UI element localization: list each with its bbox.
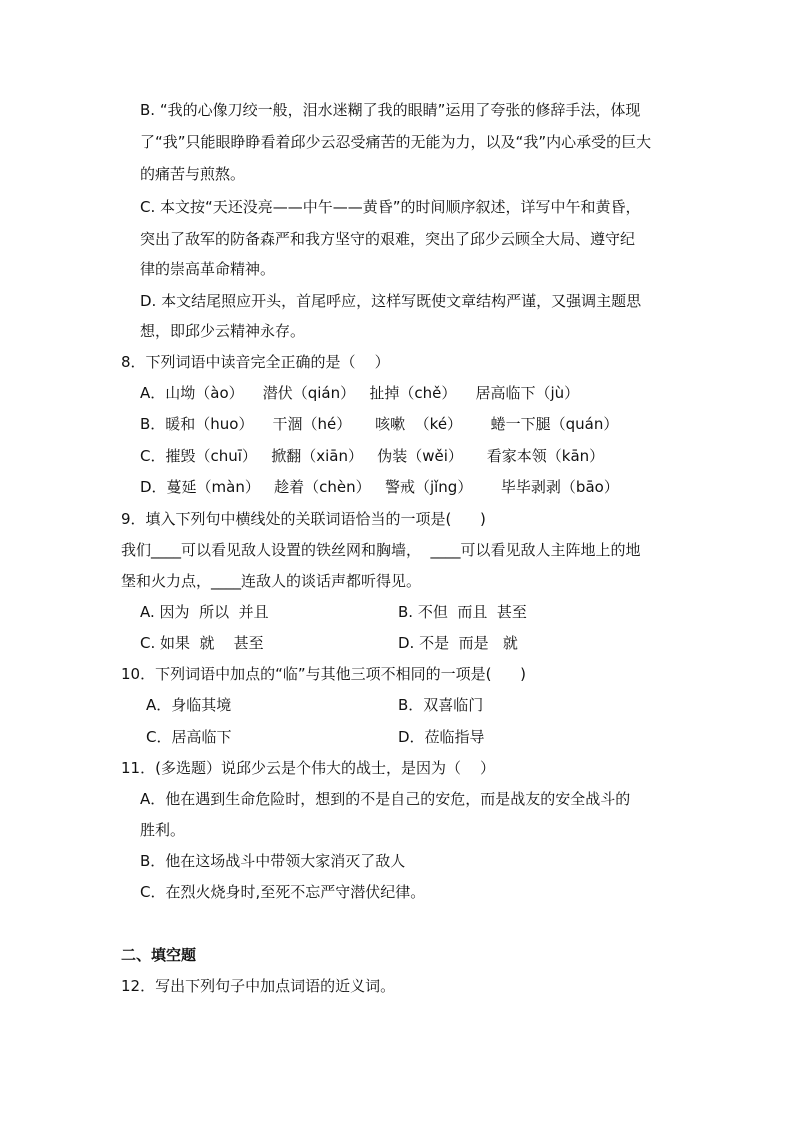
q9-option-b: B. 不但 而且 甚至 <box>398 603 527 621</box>
q8-stem: 8．下列词语中读音完全正确的是（ ） <box>121 353 390 371</box>
q7-option-c-line-1: C. 本文按“天还没亮——中午——黄昏”的时间顺序叙述，详写中午和黄昏， <box>140 198 641 216</box>
q7-option-d-line-2: 想，即邱少云精神永存。 <box>140 322 306 340</box>
q7-option-c-line-2: 突出了敌军的防备森严和我方坚守的艰难，突出了邱少云顾全大局、遵守纪 <box>140 230 636 248</box>
q9-option-a: A. 因为 所以 并且 <box>140 603 269 621</box>
q7-option-d-line-1: D. 本文结尾照应开头，首尾呼应，这样写既使文章结构严谨，又强调主题思 <box>140 292 642 310</box>
q11-option-a-line-1: A．他在遇到生命危险时，想到的不是自己的安危，而是战友的安全战斗的 <box>140 790 631 808</box>
q8-option-d: D．蔓延（màn） 趁着（chèn） 警戒（jǐng） 毕毕剥剥（bāo） <box>140 478 619 496</box>
q11-option-a-line-2: 胜利。 <box>140 821 186 839</box>
q11-option-c: C．在烈火烧身时,至死不忘严守潜伏纪律。 <box>140 883 426 901</box>
section-heading-fill-in: 二、填空题 <box>121 946 197 964</box>
q8-option-c: C．摧毁（chuī） 掀翻（xiān） 伪装（wěi） 看家本领（kān） <box>140 447 605 465</box>
q7-option-c-line-3: 律的崇高革命精神。 <box>140 260 276 278</box>
q10-option-a: A．身临其境 <box>146 696 232 714</box>
q10-option-b: B．双喜临门 <box>398 696 484 714</box>
q9-option-d: D. 不是 而是 就 <box>398 634 518 652</box>
q9-sentence-line-1: 我们____可以看见敌人设置的铁丝网和胸墙， ____可以看见敌人主阵地上的地 <box>121 541 641 559</box>
q7-option-b-line-1: B. “我的心像刀绞一般，泪水迷糊了我的眼睛”运用了夸张的修辞手法，体现 <box>140 101 641 119</box>
q11-stem: 11．(多选题）说邱少云是个伟大的战士，是因为（ ） <box>121 759 496 777</box>
q7-option-b-line-2: 了“我”只能眼睁睁看着邱少云忍受痛苦的无能为力，以及“我”内心承受的巨大 <box>140 133 652 151</box>
q7-option-b-line-3: 的痛苦与煎熬。 <box>140 165 246 183</box>
q10-option-d: D．莅临指导 <box>398 728 485 746</box>
q9-option-c: C. 如果 就 甚至 <box>140 634 264 652</box>
q9-sentence-line-2: 堡和火力点，____连敌人的谈话声都听得见。 <box>121 572 422 590</box>
q9-stem: 9．填入下列句中横线处的关联词语恰当的一项是( ) <box>121 510 486 528</box>
q11-option-b: B．他在这场战斗中带领大家消灭了敌人 <box>140 852 406 870</box>
q10-stem: 10．下列词语中加点的“临”与其他三项不相同的一项是( ) <box>121 665 526 683</box>
q8-option-a: A．山坳（ào） 潜伏（qián） 扯掉（chě） 居高临下（jù） <box>140 384 580 402</box>
q12-stem: 12．写出下列句子中加点词语的近义词。 <box>121 977 396 995</box>
q10-option-c: C．居高临下 <box>146 728 232 746</box>
q8-option-b: B．暖和（huo） 干涸（hé） 咳嗽 （ké） 蜷一下腿（quán） <box>140 415 619 433</box>
